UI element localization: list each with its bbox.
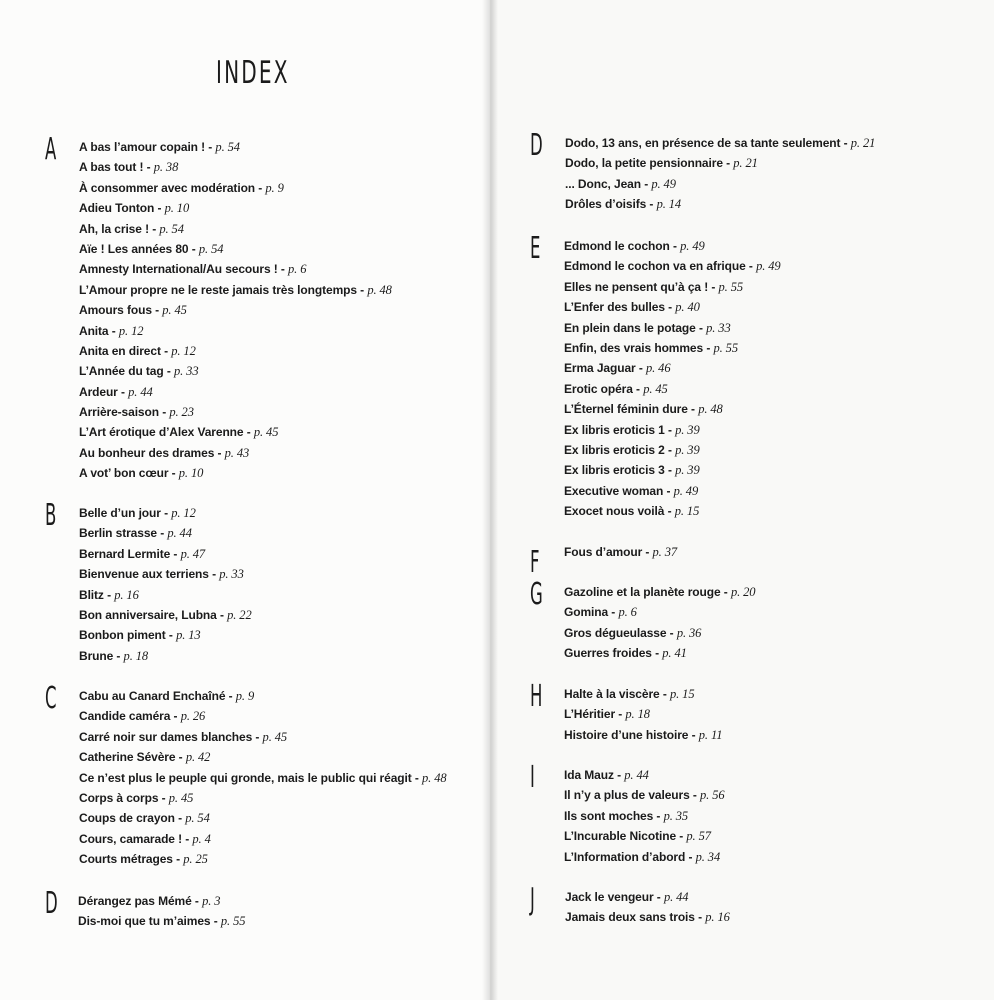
entry-title: Ce n’est plus le peuple qui gronde, mais le public qui réagit bbox=[79, 770, 412, 785]
entry-page-ref: p. 26 bbox=[180, 709, 206, 724]
entry-page-ref: p. 33 bbox=[219, 567, 244, 582]
index-entry: Drôles d’oisifs - p. 14 bbox=[565, 197, 682, 212]
index-entry: Halte à la viscère - p. 15 bbox=[564, 687, 695, 701]
entry-title: Courts métrages bbox=[79, 852, 173, 867]
index-entry: Ex libris eroticis 3 - p. 39 bbox=[564, 463, 700, 478]
entry-title: Erotic opéra bbox=[564, 381, 633, 396]
entry-title: Jamais deux sans trois bbox=[565, 910, 695, 925]
section-letter: I bbox=[530, 760, 535, 795]
entry-title: ... Donc, Jean bbox=[565, 176, 641, 191]
book-gutter-shadow bbox=[482, 0, 498, 1000]
index-entry: Berlin strasse - p. 44 bbox=[79, 526, 192, 541]
index-entry: Guerres froides - p. 41 bbox=[564, 646, 687, 661]
index-entry: Edmond le cochon - p. 49 bbox=[564, 239, 705, 253]
index-entry: En plein dans le potage - p. 33 bbox=[564, 320, 731, 335]
entry-page-ref: p. 49 bbox=[651, 176, 676, 191]
entry-page-ref: p. 22 bbox=[227, 607, 252, 622]
index-entry: Anita - p. 12 bbox=[79, 323, 144, 338]
entry-page-ref: p. 55 bbox=[713, 340, 738, 355]
entry-title: Amnesty International/Au secours ! bbox=[79, 262, 278, 277]
entry-page-ref: p. 21 bbox=[733, 156, 758, 171]
index-entry: A bas l’amour copain ! - p. 54 bbox=[79, 140, 240, 154]
entry-title: Bienvenue aux terriens bbox=[79, 567, 209, 582]
entry-title: Ida Mauz bbox=[564, 768, 614, 782]
entry-page-ref: p. 36 bbox=[676, 625, 702, 640]
index-entry: Dis-moi que tu m’aimes - p. 55 bbox=[78, 914, 246, 929]
entry-page-ref: p. 35 bbox=[663, 808, 689, 823]
entry-title: Candide caméra bbox=[79, 709, 171, 724]
entry-page-ref: p. 47 bbox=[180, 546, 206, 561]
entry-title: Carré noir sur dames blanches bbox=[79, 729, 253, 744]
entry-list bbox=[79, 686, 447, 870]
entry-title: Bonbon piment bbox=[79, 628, 166, 643]
index-entry: L’Héritier - p. 18 bbox=[564, 707, 650, 722]
index-entry: Ah, la crise ! - p. 54 bbox=[79, 221, 184, 236]
index-entry: Cours, camarade ! - p. 4 bbox=[79, 831, 211, 846]
section-letter: D bbox=[45, 886, 58, 921]
index-entry: Blitz - p. 16 bbox=[79, 587, 139, 602]
entry-title: Halte à la viscère bbox=[564, 687, 660, 701]
index-entry: L’Amour propre ne le reste jamais très longtemps - p. 48 bbox=[79, 282, 392, 297]
index-entry: Au bonheur des drames - p. 43 bbox=[79, 445, 250, 460]
entry-title: L’Art érotique d’Alex Varenne bbox=[79, 425, 244, 440]
entry-title: Catherine Sévère bbox=[79, 750, 176, 765]
entry-page-ref: p. 12 bbox=[171, 506, 196, 520]
entry-title: L’Information d’abord bbox=[564, 849, 686, 864]
entry-list bbox=[79, 503, 252, 666]
entry-page-ref: p. 55 bbox=[718, 279, 744, 294]
entry-page-ref: p. 45 bbox=[262, 729, 288, 744]
entry-page-ref: p. 20 bbox=[730, 585, 756, 599]
entry-page-ref: p. 44 bbox=[663, 890, 689, 904]
entry-title: Exocet nous voilà bbox=[564, 504, 665, 519]
entry-title: Corps à corps bbox=[79, 790, 159, 805]
entry-title: Berlin strasse bbox=[79, 526, 157, 541]
entry-title: Adieu Tonton bbox=[79, 201, 155, 216]
index-entry: Bernard Lermite - p. 47 bbox=[79, 546, 206, 561]
section-letter: E bbox=[530, 231, 541, 266]
section-letter: J bbox=[530, 882, 535, 917]
entry-page-ref: p. 49 bbox=[680, 239, 705, 253]
entry-title: Fous d’amour bbox=[564, 545, 643, 559]
index-entry: Amours fous - p. 45 bbox=[79, 303, 187, 318]
entry-page-ref: p. 15 bbox=[669, 687, 695, 701]
entry-page-ref: p. 54 bbox=[185, 811, 210, 826]
entry-title: Dodo, 13 ans, en présence de sa tante seulement bbox=[565, 136, 841, 150]
entry-title: Blitz bbox=[79, 587, 104, 602]
entry-title: En plein dans le potage bbox=[564, 320, 696, 335]
entry-title: Dérangez pas Mémé bbox=[78, 894, 192, 908]
entry-title: Histoire d’une histoire bbox=[564, 727, 689, 742]
entry-title: Elles ne pensent qu’à ça ! bbox=[564, 279, 709, 294]
entry-page-ref: p. 15 bbox=[674, 504, 700, 519]
index-entry: Aïe ! Les années 80 - p. 54 bbox=[79, 241, 224, 256]
entry-title: Au bonheur des drames bbox=[79, 445, 215, 460]
entry-title: Arrière-saison bbox=[79, 405, 159, 420]
index-entry: Corps à corps - p. 45 bbox=[79, 790, 194, 805]
index-title: INDEX bbox=[216, 55, 290, 91]
entry-title: Gazoline et la planète rouge bbox=[564, 585, 721, 599]
entry-page-ref: p. 45 bbox=[168, 790, 194, 805]
entry-page-ref: p. 44 bbox=[128, 384, 153, 399]
index-entry: L’Art érotique d’Alex Varenne - p. 45 bbox=[79, 425, 279, 440]
entry-page-ref: p. 49 bbox=[673, 483, 699, 498]
entry-title: L’Enfer des bulles bbox=[564, 300, 665, 315]
entry-page-ref: p. 9 bbox=[235, 689, 255, 703]
section-letter: H bbox=[530, 679, 543, 714]
entry-page-ref: p. 6 bbox=[288, 262, 307, 277]
entry-title: A bas tout ! bbox=[79, 160, 144, 175]
entry-title: Belle d’un jour bbox=[79, 506, 161, 520]
entry-page-ref: p. 23 bbox=[169, 405, 194, 420]
index-entry: Ex libris eroticis 2 - p. 39 bbox=[564, 442, 700, 457]
entry-title: Ex libris eroticis 3 bbox=[564, 463, 665, 478]
index-entry: Bon anniversaire, Lubna - p. 22 bbox=[79, 607, 252, 622]
entry-title: L’Héritier bbox=[564, 707, 616, 722]
left-page bbox=[0, 0, 490, 1000]
entry-list bbox=[564, 542, 677, 562]
entry-page-ref: p. 11 bbox=[698, 727, 723, 742]
right-page bbox=[490, 0, 994, 1000]
index-entry: Amnesty International/Au secours ! - p. 6 bbox=[79, 262, 307, 277]
entry-page-ref: p. 54 bbox=[215, 140, 240, 154]
entry-title: Anita bbox=[79, 323, 109, 338]
index-entry: L’Information d’abord - p. 34 bbox=[564, 849, 721, 864]
index-entry: Erma Jaguar - p. 46 bbox=[564, 361, 671, 376]
entry-title: Gomina bbox=[564, 605, 609, 620]
index-entry: A vot’ bon cœur - p. 10 bbox=[79, 466, 204, 481]
entry-page-ref: p. 44 bbox=[624, 768, 649, 782]
index-entry: L’Année du tag - p. 33 bbox=[79, 364, 199, 379]
entry-page-ref: p. 45 bbox=[162, 303, 187, 318]
index-entry: ... Donc, Jean - p. 49 bbox=[565, 176, 676, 191]
index-entry: Adieu Tonton - p. 10 bbox=[79, 201, 190, 216]
entry-title: Bon anniversaire, Lubna bbox=[79, 607, 217, 622]
entry-list bbox=[564, 765, 725, 867]
index-entry: Anita en direct - p. 12 bbox=[79, 343, 196, 358]
index-entry: Dodo, 13 ans, en présence de sa tante seulement - p. 21 bbox=[565, 136, 876, 150]
entry-page-ref: p. 39 bbox=[675, 442, 700, 457]
index-entry: Ce n’est plus le peuple qui gronde, mais le public qui réagit - p. 48 bbox=[79, 770, 447, 785]
index-entry: Belle d’un jour - p. 12 bbox=[79, 506, 196, 520]
entry-page-ref: p. 40 bbox=[675, 300, 700, 315]
index-entry: Courts métrages - p. 25 bbox=[79, 852, 208, 867]
index-entry: Exocet nous voilà - p. 15 bbox=[564, 504, 700, 519]
entry-title: A vot’ bon cœur bbox=[79, 466, 169, 481]
entry-page-ref: p. 54 bbox=[198, 241, 224, 256]
entry-page-ref: p. 48 bbox=[422, 770, 447, 785]
entry-page-ref: p. 38 bbox=[153, 160, 179, 175]
entry-title: Enfin, des vrais hommes bbox=[564, 340, 704, 355]
entry-page-ref: p. 48 bbox=[367, 282, 392, 297]
entry-page-ref: p. 3 bbox=[202, 894, 221, 908]
entry-page-ref: p. 9 bbox=[265, 180, 284, 195]
index-entry: À consommer avec modération - p. 9 bbox=[79, 180, 284, 195]
index-entry: Erotic opéra - p. 45 bbox=[564, 381, 668, 396]
entry-title: Amours fous bbox=[79, 303, 152, 318]
entry-title: Aïe ! Les années 80 bbox=[79, 241, 189, 256]
index-entry: L’Incurable Nicotine - p. 57 bbox=[564, 829, 711, 844]
entry-title: Ex libris eroticis 1 bbox=[564, 422, 665, 437]
entry-list bbox=[565, 133, 875, 215]
entry-title: Ils sont moches bbox=[564, 808, 654, 823]
entry-title: Edmond le cochon va en afrique bbox=[564, 259, 746, 274]
section-letter: B bbox=[45, 498, 57, 533]
entry-title: Ardeur bbox=[79, 384, 118, 399]
entry-page-ref: p. 45 bbox=[253, 425, 279, 440]
index-entry: Bienvenue aux terriens - p. 33 bbox=[79, 567, 244, 582]
entry-page-ref: p. 10 bbox=[164, 201, 190, 216]
entry-title: Edmond le cochon bbox=[564, 239, 670, 253]
index-entry: Executive woman - p. 49 bbox=[564, 483, 699, 498]
index-entry: Gomina - p. 6 bbox=[564, 605, 637, 620]
section-letter: A bbox=[45, 132, 57, 167]
entry-page-ref: p. 18 bbox=[625, 707, 650, 722]
entry-title: Jack le vengeur bbox=[565, 890, 654, 904]
entry-page-ref: p. 46 bbox=[645, 361, 671, 376]
entry-page-ref: p. 45 bbox=[643, 381, 668, 396]
index-entry: Ils sont moches - p. 35 bbox=[564, 808, 689, 823]
entry-title: Coups de crayon bbox=[79, 811, 175, 826]
index-entry: Coups de crayon - p. 54 bbox=[79, 811, 210, 826]
index-entry: Dérangez pas Mémé - p. 3 bbox=[78, 894, 221, 908]
index-entry: Jamais deux sans trois - p. 16 bbox=[565, 910, 730, 925]
entry-page-ref: p. 33 bbox=[173, 364, 199, 379]
entry-title: Guerres froides bbox=[564, 646, 652, 661]
entry-page-ref: p. 12 bbox=[171, 343, 196, 358]
entry-page-ref: p. 48 bbox=[698, 402, 723, 417]
entry-title: Gros dégueulasse bbox=[564, 625, 667, 640]
entry-title: Bernard Lermite bbox=[79, 546, 171, 561]
index-entry: L’Éternel féminin dure - p. 48 bbox=[564, 402, 723, 417]
entry-page-ref: p. 57 bbox=[686, 829, 711, 844]
entry-title: Cours, camarade ! bbox=[79, 831, 183, 846]
entry-title: À consommer avec modération bbox=[79, 180, 256, 195]
entry-list bbox=[79, 137, 392, 484]
index-entry: A bas tout ! - p. 38 bbox=[79, 160, 179, 175]
entry-list bbox=[565, 887, 730, 928]
entry-page-ref: p. 44 bbox=[167, 526, 192, 541]
index-entry: Enfin, des vrais hommes - p. 55 bbox=[564, 340, 738, 355]
entry-title: Ex libris eroticis 2 bbox=[564, 442, 665, 457]
entry-title: Brune bbox=[79, 648, 114, 663]
index-entry: Elles ne pensent qu’à ça ! - p. 55 bbox=[564, 279, 744, 294]
section-letter: G bbox=[530, 577, 543, 612]
index-entry: Fous d’amour - p. 37 bbox=[564, 545, 678, 559]
index-entry: Candide caméra - p. 26 bbox=[79, 709, 206, 724]
entry-page-ref: p. 56 bbox=[700, 788, 725, 803]
index-entry: Bonbon piment - p. 13 bbox=[79, 628, 201, 643]
index-entry: Edmond le cochon va en afrique - p. 49 bbox=[564, 259, 781, 274]
entry-title: Anita en direct bbox=[79, 343, 161, 358]
entry-page-ref: p. 16 bbox=[705, 910, 730, 925]
entry-title: Ah, la crise ! bbox=[79, 221, 149, 236]
entry-title: Erma Jaguar bbox=[564, 361, 636, 376]
section-letter: C bbox=[45, 681, 57, 716]
entry-title: Dis-moi que tu m’aimes bbox=[78, 914, 211, 929]
entry-page-ref: p. 14 bbox=[656, 197, 682, 212]
entry-page-ref: p. 55 bbox=[220, 914, 246, 929]
index-entry: Carré noir sur dames blanches - p. 45 bbox=[79, 729, 288, 744]
entry-title: Dodo, la petite pensionnaire bbox=[565, 156, 723, 171]
index-entry: L’Enfer des bulles - p. 40 bbox=[564, 300, 700, 315]
entry-page-ref: p. 49 bbox=[756, 259, 781, 274]
entry-title: Cabu au Canard Enchaîné bbox=[79, 689, 226, 703]
entry-list bbox=[564, 684, 722, 745]
section-letter: F bbox=[530, 545, 540, 580]
entry-list bbox=[564, 582, 755, 664]
entry-list bbox=[78, 891, 245, 932]
entry-page-ref: p. 33 bbox=[706, 320, 731, 335]
entry-title: L’Année du tag bbox=[79, 364, 164, 379]
entry-title: L’Incurable Nicotine bbox=[564, 829, 677, 844]
entry-page-ref: p. 16 bbox=[114, 587, 139, 602]
index-entry: Gros dégueulasse - p. 36 bbox=[564, 625, 702, 640]
index-entry: Ida Mauz - p. 44 bbox=[564, 768, 649, 782]
entry-page-ref: p. 41 bbox=[662, 646, 687, 661]
entry-title: Drôles d’oisifs bbox=[565, 197, 647, 212]
index-entry: Catherine Sévère - p. 42 bbox=[79, 750, 211, 765]
entry-title: Executive woman bbox=[564, 483, 664, 498]
entry-title: L’Amour propre ne le reste jamais très longtemps bbox=[79, 282, 357, 297]
entry-page-ref: p. 42 bbox=[185, 750, 211, 765]
index-entry: Arrière-saison - p. 23 bbox=[79, 405, 194, 420]
index-entry: Gazoline et la planète rouge - p. 20 bbox=[564, 585, 756, 599]
index-entry: Ex libris eroticis 1 - p. 39 bbox=[564, 422, 700, 437]
entry-page-ref: p. 4 bbox=[192, 831, 211, 846]
entry-page-ref: p. 25 bbox=[183, 852, 208, 867]
entry-page-ref: p. 13 bbox=[176, 628, 201, 643]
index-entry: Jack le vengeur - p. 44 bbox=[565, 890, 689, 904]
index-entry: Ardeur - p. 44 bbox=[79, 384, 153, 399]
entry-title: L’Éternel féminin dure bbox=[564, 402, 688, 417]
entry-page-ref: p. 34 bbox=[695, 849, 721, 864]
entry-page-ref: p. 37 bbox=[652, 545, 678, 559]
entry-page-ref: p. 39 bbox=[675, 463, 700, 478]
entry-page-ref: p. 21 bbox=[850, 136, 876, 150]
index-entry: Cabu au Canard Enchaîné - p. 9 bbox=[79, 689, 255, 703]
entry-page-ref: p. 6 bbox=[618, 605, 637, 620]
entry-page-ref: p. 43 bbox=[224, 445, 250, 460]
entry-page-ref: p. 39 bbox=[675, 422, 700, 437]
entry-title: A bas l’amour copain ! bbox=[79, 140, 206, 154]
index-entry: Brune - p. 18 bbox=[79, 648, 149, 663]
entry-page-ref: p. 18 bbox=[123, 648, 149, 663]
entry-page-ref: p. 12 bbox=[118, 323, 144, 338]
index-entry: Dodo, la petite pensionnaire - p. 21 bbox=[565, 156, 758, 171]
index-entry: Histoire d’une histoire - p. 11 bbox=[564, 727, 723, 742]
entry-title: Il n’y a plus de valeurs bbox=[564, 788, 690, 803]
entry-page-ref: p. 10 bbox=[178, 466, 204, 481]
entry-list bbox=[564, 236, 781, 521]
section-letter: D bbox=[530, 128, 543, 163]
index-entry: Il n’y a plus de valeurs - p. 56 bbox=[564, 788, 725, 803]
entry-page-ref: p. 54 bbox=[159, 221, 184, 236]
